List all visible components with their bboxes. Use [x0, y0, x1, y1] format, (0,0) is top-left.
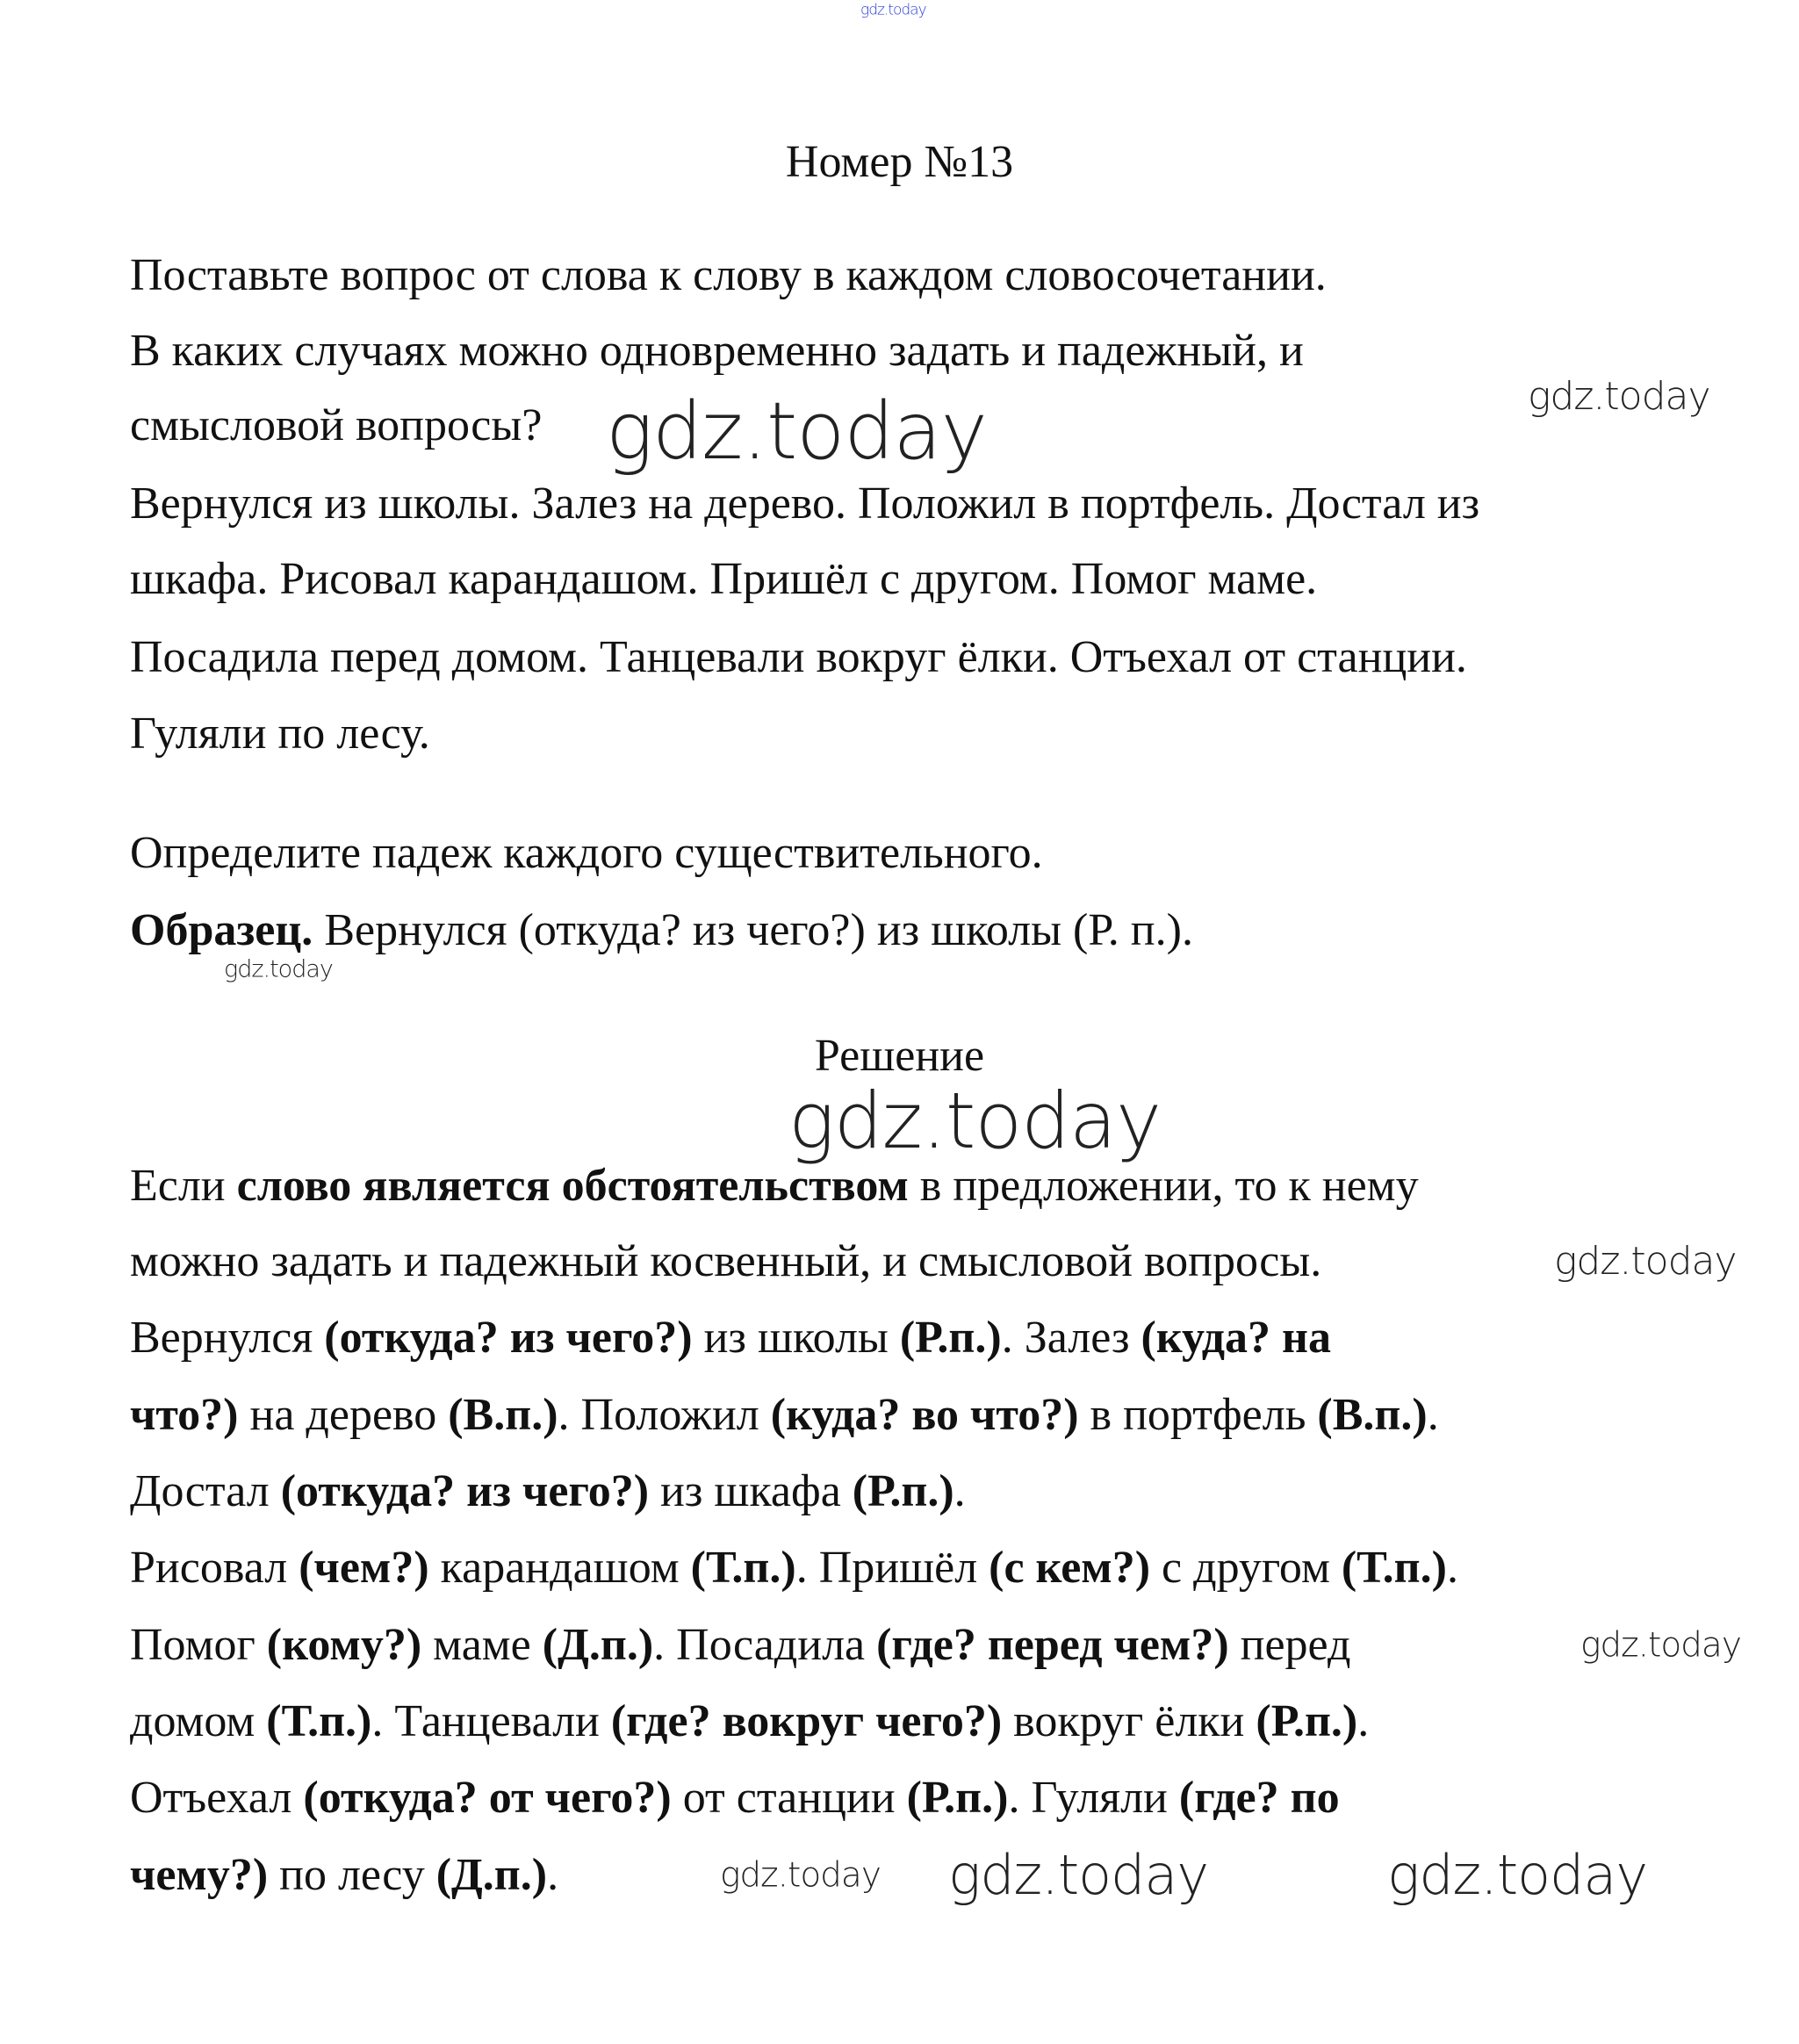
text-line	[130, 1850, 559, 1900]
bold-text: (Т.п.)	[690, 1543, 796, 1593]
bold-text: (куда? во что?)	[770, 1390, 1079, 1440]
text: . Гуляли	[1008, 1773, 1179, 1823]
text: в предложении, то к нему	[908, 1161, 1419, 1211]
watermark: gdz.today	[606, 385, 987, 478]
text: смысловой вопросы?	[130, 400, 543, 450]
text-line	[130, 1545, 1458, 1591]
text: Гуляли по лесу.	[130, 709, 430, 759]
text: Рисовал	[130, 1543, 299, 1593]
text: В каких случаях можно одновременно задать и падежный, и	[130, 326, 1304, 376]
watermark: gdz.today	[1580, 1625, 1741, 1666]
watermark: gdz.today	[1387, 1843, 1648, 1907]
text-line	[130, 632, 1467, 682]
text-line	[130, 1466, 966, 1516]
text: Вернулся	[130, 1313, 325, 1363]
text-line	[130, 1163, 1419, 1209]
text: в портфель	[1078, 1390, 1318, 1440]
bold-text: чему?)	[130, 1850, 269, 1900]
text-line	[130, 1315, 1331, 1361]
bold-text: (Р.п.)	[1256, 1696, 1358, 1746]
bold-text: (Р.п.)	[906, 1773, 1009, 1823]
text-line	[130, 905, 1193, 955]
page-title: Номер №13	[785, 137, 1014, 187]
text-line	[130, 250, 1327, 300]
text: .	[1357, 1696, 1370, 1746]
text-line	[130, 1236, 1322, 1286]
text: Помог	[130, 1620, 267, 1670]
bold-text: (Р.п.)	[899, 1313, 1002, 1363]
bold-text: (куда? на	[1141, 1313, 1332, 1363]
bold-text: (где? вокруг чего?)	[610, 1696, 1003, 1746]
text-line	[130, 1696, 1370, 1746]
watermark: gdz.today	[720, 1855, 881, 1896]
text: . Положил	[558, 1390, 771, 1440]
watermark: gdz.today	[788, 1076, 1162, 1166]
watermark: gdz.today	[1554, 1239, 1737, 1284]
bold-text: (откуда? от чего?)	[303, 1773, 672, 1823]
text: .	[1427, 1390, 1439, 1440]
text: на дерево	[238, 1390, 449, 1440]
bold-text: (В.п.)	[1317, 1390, 1428, 1440]
text-line	[130, 1620, 1351, 1670]
text: Вернулся из школы. Залез на дерево. Положил в портфель. Достал из	[130, 479, 1480, 529]
bold-text: (Т.п.)	[1341, 1543, 1447, 1593]
text: Вернулся (откуда? из чего?) из школы (Р. п.).	[313, 905, 1193, 955]
text: домом	[130, 1696, 267, 1746]
bold-text: (кому?)	[266, 1620, 422, 1670]
text: . Танцевали	[371, 1696, 611, 1746]
bold-text: слово является обстоятельством	[236, 1161, 909, 1211]
text: маме	[421, 1620, 543, 1670]
text: можно задать и падежный косвенный, и смысловой вопросы.	[130, 1236, 1322, 1286]
text: Достал	[130, 1466, 281, 1516]
bold-text: (откуда? из чего?)	[324, 1313, 693, 1363]
bold-text: что?)	[130, 1390, 239, 1440]
text: Поставьте вопрос от слова к слову в каждом словосочетании.	[130, 250, 1327, 300]
text-line	[130, 1775, 1340, 1821]
text: от станции	[671, 1773, 907, 1823]
text-line	[130, 481, 1479, 527]
text: Отъехал	[130, 1773, 304, 1823]
bold-text: (где? перед чем?)	[876, 1620, 1229, 1670]
bold-text: (Д.п.)	[435, 1850, 548, 1900]
watermark-top: gdz.today	[860, 1, 926, 19]
text: . Посадила	[653, 1620, 877, 1670]
text: карандашом	[428, 1543, 691, 1593]
text: по лесу	[268, 1850, 436, 1900]
text: Посадила перед домом. Танцевали вокруг ёлки. Отъехал от станции.	[130, 632, 1467, 682]
watermark: gdz.today	[948, 1843, 1209, 1907]
text-line	[130, 554, 1318, 604]
text: .	[547, 1850, 559, 1900]
text-line	[130, 400, 543, 450]
text: Определите падеж каждого существительного.	[130, 828, 1043, 878]
text: вокруг ёлки	[1002, 1696, 1256, 1746]
text-line	[130, 828, 1043, 878]
bold-text: (где? по	[1178, 1773, 1340, 1823]
bold-text: (Д.п.)	[542, 1620, 654, 1670]
text-line	[130, 711, 430, 757]
text: из школы	[692, 1313, 900, 1363]
text: с другом	[1150, 1543, 1342, 1593]
bold-text: Образец.	[130, 905, 313, 955]
text-line	[130, 1390, 1439, 1440]
bold-text: (чем?)	[299, 1543, 429, 1593]
text: шкафа. Рисовал карандашом. Пришёл с другом. Помог маме.	[130, 554, 1318, 604]
watermark: gdz.today	[1528, 374, 1710, 419]
text: . Залез	[1001, 1313, 1141, 1363]
text: .	[953, 1466, 966, 1516]
text: .	[1446, 1543, 1458, 1593]
text: . Пришёл	[795, 1543, 989, 1593]
bold-text: (В.п.)	[448, 1390, 558, 1440]
bold-text: (с кем?)	[989, 1543, 1151, 1593]
text: перед	[1228, 1620, 1351, 1670]
text: из шкафа	[649, 1466, 853, 1516]
bold-text: (откуда? из чего?)	[280, 1466, 650, 1516]
text: Если	[130, 1161, 237, 1211]
text-line	[130, 328, 1304, 374]
solution-heading: Решение	[814, 1031, 985, 1081]
bold-text: (Т.п.)	[266, 1696, 372, 1746]
bold-text: (Р.п.)	[852, 1466, 954, 1516]
watermark: gdz.today	[224, 955, 333, 983]
